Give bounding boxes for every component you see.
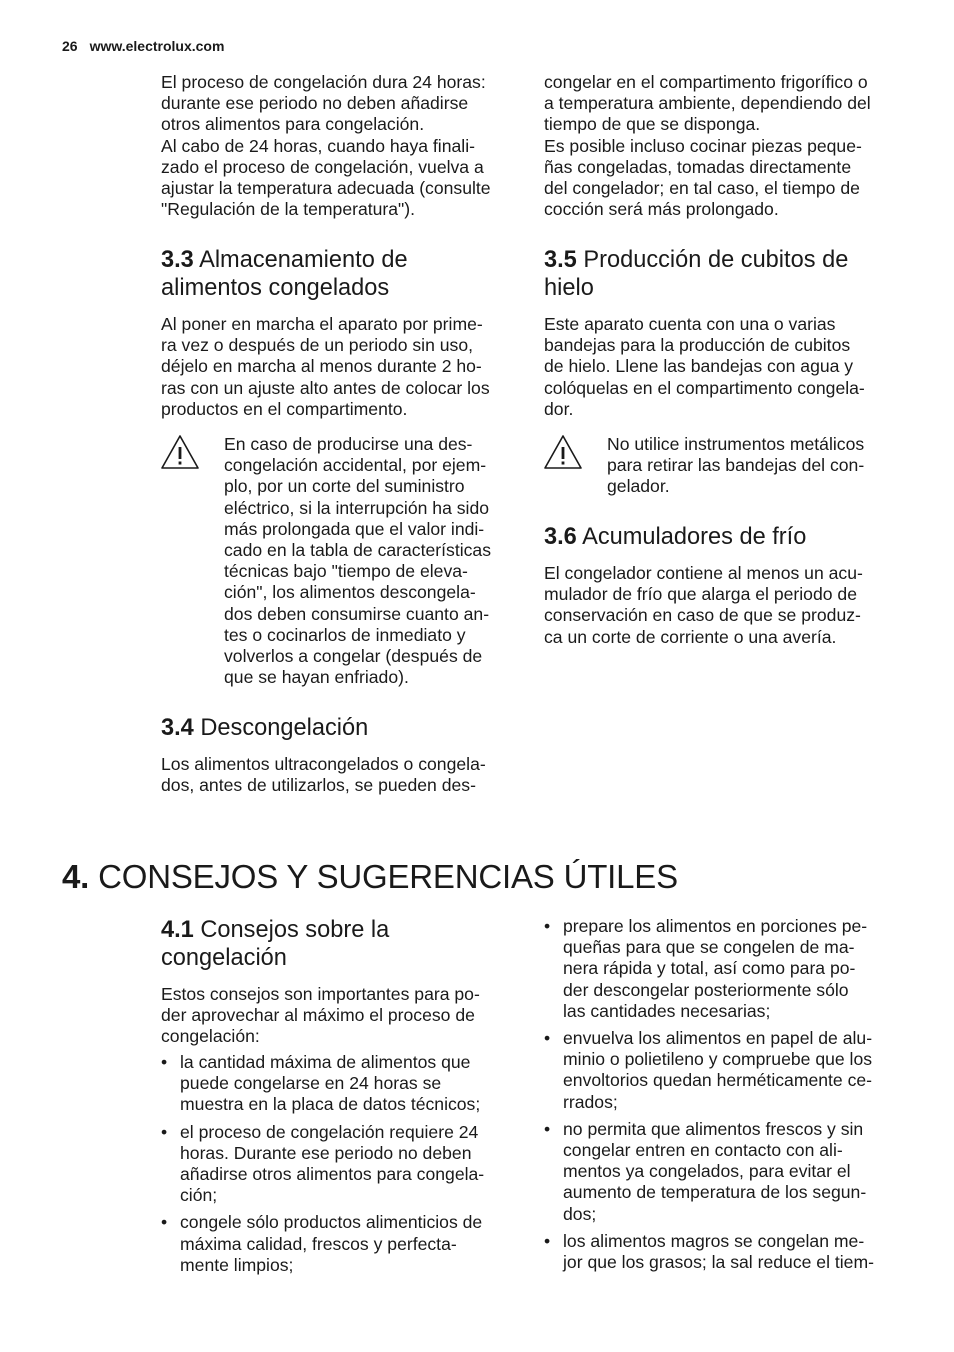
text-line: puede congelarse en 24 horas se [180, 1073, 442, 1094]
bullet: • [544, 1118, 551, 1139]
tips-list-right [544, 916, 904, 1279]
heading-line: 4.1 Consejos sobre la [161, 917, 390, 943]
text-line: técnicas bajo "tiempo de eleva- [224, 561, 468, 582]
text-line: volverlos a congelar (después de [224, 646, 483, 667]
text-line: El congelador contiene al menos un acu- [544, 563, 863, 583]
section-number: 4.1 [161, 917, 194, 943]
heading-line: 3.3 Almacenamiento de [161, 247, 408, 273]
text-line: "Regulación de la temperatura"). [161, 199, 416, 220]
text-line: que se hayan enfriado). [224, 667, 409, 688]
warning-text [224, 434, 491, 688]
text-line: rrados; [563, 1091, 618, 1112]
text-line: añadirse otros alimentos para congela- [180, 1164, 485, 1185]
text-line: congelación: [161, 1026, 260, 1047]
list-item [544, 1231, 904, 1273]
text-line: mentos ya congelados, para evitar el [563, 1161, 851, 1182]
bullet: • [161, 1052, 168, 1072]
text-line: Este aparato cuenta con una o varias [544, 314, 836, 334]
section-3-6-body [544, 563, 899, 648]
text-line: Los alimentos ultracongelados o congela- [161, 754, 486, 774]
text-line: horas. Durante ese periodo no deben [180, 1142, 472, 1163]
section-number: 3.5 [544, 247, 577, 273]
warning-triangle-icon [543, 434, 583, 470]
text-line: zado el proceso de congelación, vuelva a [161, 156, 484, 177]
text-line: ras con un ajuste alto antes de colocar los [161, 377, 490, 398]
heading-line: 3.6 Acumuladores de frío [544, 524, 807, 550]
text-line: no permita que alimentos frescos y sin [563, 1118, 864, 1139]
text-line: colóquelas en el compartimento congela- [544, 377, 865, 398]
text-line: congelación accidental, por ejem- [224, 455, 487, 476]
heading-line: hielo [544, 275, 594, 301]
heading-line: alimentos congelados [161, 275, 390, 301]
text-line: a temperatura ambiente, dependiendo del [544, 93, 871, 114]
text-line: queñas para que se congelen de ma- [563, 937, 855, 958]
text-line: plo, por un corte del suministro [224, 476, 465, 497]
text-line: para retirar las bandejas del con- [607, 455, 865, 476]
bullet: • [161, 1121, 168, 1142]
left-top-paragraph [161, 72, 516, 220]
page-number: 26 [62, 38, 78, 54]
section-3-4-heading [161, 714, 516, 742]
section-3-6-heading [544, 523, 899, 551]
warning-note [160, 434, 520, 694]
section-3-3-heading [161, 246, 516, 302]
section-4-1-intro [161, 984, 516, 1048]
section-number: 3.3 [161, 247, 194, 273]
text-line: dos; [563, 1203, 597, 1224]
list-item [544, 916, 904, 1022]
text-line: ca un corte de corriente o una avería. [544, 626, 837, 647]
text-line: der descongelar posteriormente sólo [563, 979, 849, 1000]
section-4-1-heading [161, 916, 516, 972]
text-line: el proceso de congelación requiere 24 [180, 1121, 479, 1142]
text-line: los alimentos magros se congelan me- [563, 1230, 865, 1251]
list-item [161, 1212, 516, 1276]
text-line: del congelador; en tal caso, el tiempo de [544, 178, 860, 199]
text-line: congelar entren en contacto con ali- [563, 1140, 843, 1161]
text-line: déjelo en marcha al menos durante 2 ho- [161, 356, 482, 377]
text-line: nera rápida y total, así como para po- [563, 958, 856, 979]
section-3-3-body [161, 314, 516, 420]
section-3-4-body [161, 754, 516, 796]
text-line: Es posible incluso cocinar piezas peque- [544, 135, 862, 156]
text-line: gelador. [607, 476, 670, 497]
warning-triangle-icon [160, 434, 200, 470]
heading-line: congelación [161, 945, 287, 971]
text-line: mulador de frío que alarga el periodo de [544, 584, 857, 605]
text-line: máxima calidad, frescos y perfecta- [180, 1233, 457, 1254]
text-line: cocción será más prolongado. [544, 199, 779, 220]
text-line: aumento de temperatura de los segun- [563, 1182, 867, 1203]
text-line: más prolongada que el valor indi- [224, 518, 485, 539]
text-line: la cantidad máxima de alimentos que [180, 1052, 471, 1072]
text-line: ra vez o después de un periodo sin uso, [161, 335, 474, 356]
list-item [161, 1052, 516, 1116]
text-line: ción; [180, 1185, 218, 1206]
text-line: dor. [544, 398, 574, 419]
chapter-title: 4. CONSEJOS Y SUGERENCIAS ÚTILES [62, 858, 678, 895]
page-header [62, 38, 224, 54]
text-line: conservación en caso de que se produz- [544, 605, 861, 626]
text-line: minio o polietileno y compruebe que los [563, 1049, 873, 1070]
text-line: cado en la tabla de características [224, 540, 491, 561]
heading-line: 3.5 Producción de cubitos de [544, 247, 849, 273]
text-line: las cantidades necesarias; [563, 1000, 771, 1021]
text-line: de hielo. Llene las bandejas con agua y [544, 356, 854, 377]
heading-line: 3.4 Descongelación [161, 715, 369, 741]
text-line: ción", los alimentos descongela- [224, 582, 476, 603]
text-line: congele sólo productos alimenticios de [180, 1212, 483, 1233]
text-line: dos deben consumirse cuanto an- [224, 603, 490, 624]
text-line: jor que los grasos; la sal reduce el tiem- [563, 1252, 874, 1273]
right-top-paragraph [544, 72, 899, 220]
text-line: durante ese periodo no deben añadirse [161, 93, 469, 114]
text-line: muestra en la placa de datos técnicos; [180, 1094, 481, 1115]
text-line: envoltorios quedan herméticamente ce- [563, 1070, 873, 1091]
text-line: productos en el compartimento. [161, 398, 408, 419]
text-line: En caso de producirse una des- [224, 434, 473, 454]
text-line: Al cabo de 24 horas, cuando haya finali- [161, 135, 475, 156]
text-line: congelar en el compartimento frigorífico o [544, 72, 868, 92]
section-number: 3.4 [161, 715, 194, 741]
text-line: tes o cocinarlos de inmediato y [224, 624, 466, 645]
text-line: ajustar la temperatura adecuada (consulte [161, 178, 491, 199]
list-item [161, 1122, 516, 1207]
bullet: • [544, 1230, 551, 1251]
text-line: der aprovechar al máximo el proceso de [161, 1005, 475, 1026]
tips-list-left [161, 1052, 516, 1282]
list-item [544, 1119, 904, 1225]
text-line: mente limpios; [180, 1254, 294, 1275]
bullet: • [544, 1028, 551, 1049]
section-3-5-heading [544, 246, 899, 302]
warning-note [543, 434, 903, 504]
list-item [544, 1028, 904, 1113]
bullet: • [544, 916, 551, 936]
text-line: bandejas para la producción de cubitos [544, 335, 851, 356]
text-line: tiempo de que se disponga. [544, 114, 761, 135]
text-line: eléctrico, si la interrupción ha sido [224, 497, 490, 518]
text-line: El proceso de congelación dura 24 horas: [161, 72, 486, 92]
bullet: • [161, 1212, 168, 1233]
warning-text [607, 434, 864, 498]
section-number: 3.6 [544, 524, 577, 550]
text-line: envuelva los alimentos en papel de alu- [563, 1028, 873, 1049]
text-line: otros alimentos para congelación. [161, 114, 425, 135]
text-line: dos, antes de utilizarlos, se pueden des- [161, 775, 476, 796]
text-line: Al poner en marcha el aparato por prime- [161, 314, 483, 334]
text-line: Estos consejos son importantes para po- [161, 984, 480, 1004]
chapter-number: 4. [62, 858, 90, 895]
text-line: prepare los alimentos en porciones pe- [563, 916, 868, 936]
website-url: www.electrolux.com [89, 38, 225, 54]
section-3-5-body [544, 314, 899, 420]
text-line: No utilice instrumentos metálicos [607, 434, 865, 454]
text-line: ñas congeladas, tomadas directamente [544, 156, 852, 177]
